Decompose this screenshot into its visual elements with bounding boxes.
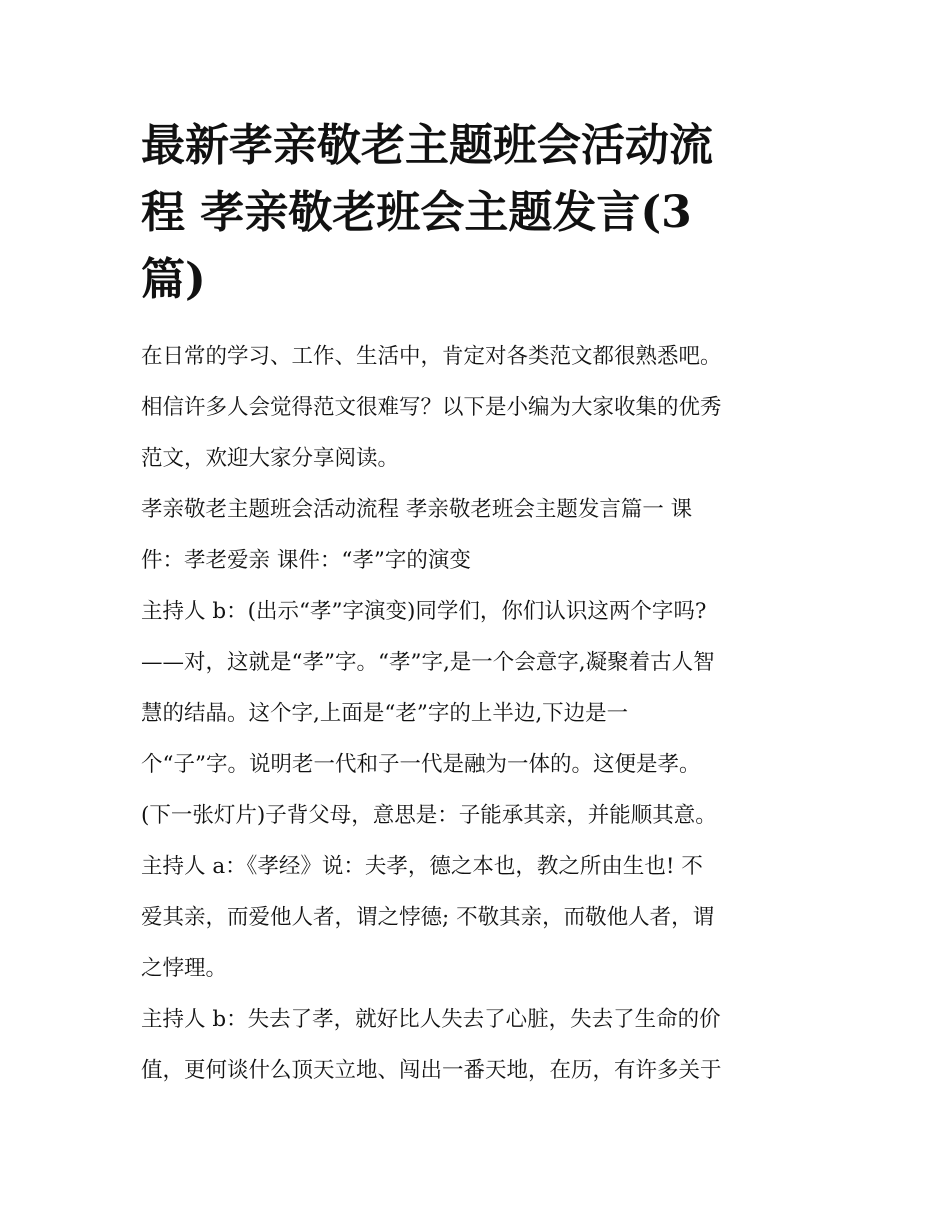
body-line: 范文，欢迎大家分享阅读。 xyxy=(141,446,400,471)
body-line: 主持人 a：《孝经》说：夫孝，德之本也，教之所由生也! 不 xyxy=(141,854,703,879)
document-body xyxy=(141,331,821,1096)
title-line: 最新孝亲敬老主题班会活动流 xyxy=(141,120,713,171)
body-line: 值，更何谈什么顶天立地、闯出一番天地，在历，有许多关于 xyxy=(141,1058,722,1083)
body-line: 件：孝老爱亲 课件：“孝”字的演变 xyxy=(141,548,471,573)
body-line: 孝亲敬老主题班会活动流程 孝亲敬老班会主题发言篇一 课 xyxy=(141,497,693,522)
title-line: 程 孝亲敬老班会主题发言(3 xyxy=(141,187,692,238)
body-line: ——对，这就是“孝”字。“孝”字,是一个会意字,凝聚着古人智 xyxy=(141,650,715,675)
body-line: 相信许多人会觉得范文很难写？以下是小编为大家收集的优秀 xyxy=(141,395,722,420)
body-line: 慧的结晶。这个字,上面是“老”字的上半边,下边是一 xyxy=(141,701,629,726)
body-line: 在日常的学习、工作、生活中，肯定对各类范文都很熟悉吧。 xyxy=(141,344,722,369)
body-line: 爱其亲，而爱他人者，谓之悖德; 不敬其亲，而敬他人者，谓 xyxy=(141,905,715,930)
document-title xyxy=(141,112,821,313)
body-line: 之悖理。 xyxy=(141,956,228,981)
document-page xyxy=(141,112,821,1096)
body-line: 个“子”字。说明老一代和子一代是融为一体的。这便是孝。 xyxy=(141,752,701,777)
body-line: 主持人 b：失去了孝，就好比人失去了心脏，失去了生命的价 xyxy=(141,1007,721,1032)
body-line: 主持人 b：(出示“孝”字演变)同学们，你们认识这两个字吗? xyxy=(141,599,707,624)
title-line: 篇) xyxy=(141,254,206,305)
body-line: (下一张灯片)子背父母，意思是：子能承其亲，并能顺其意。 xyxy=(141,803,717,828)
